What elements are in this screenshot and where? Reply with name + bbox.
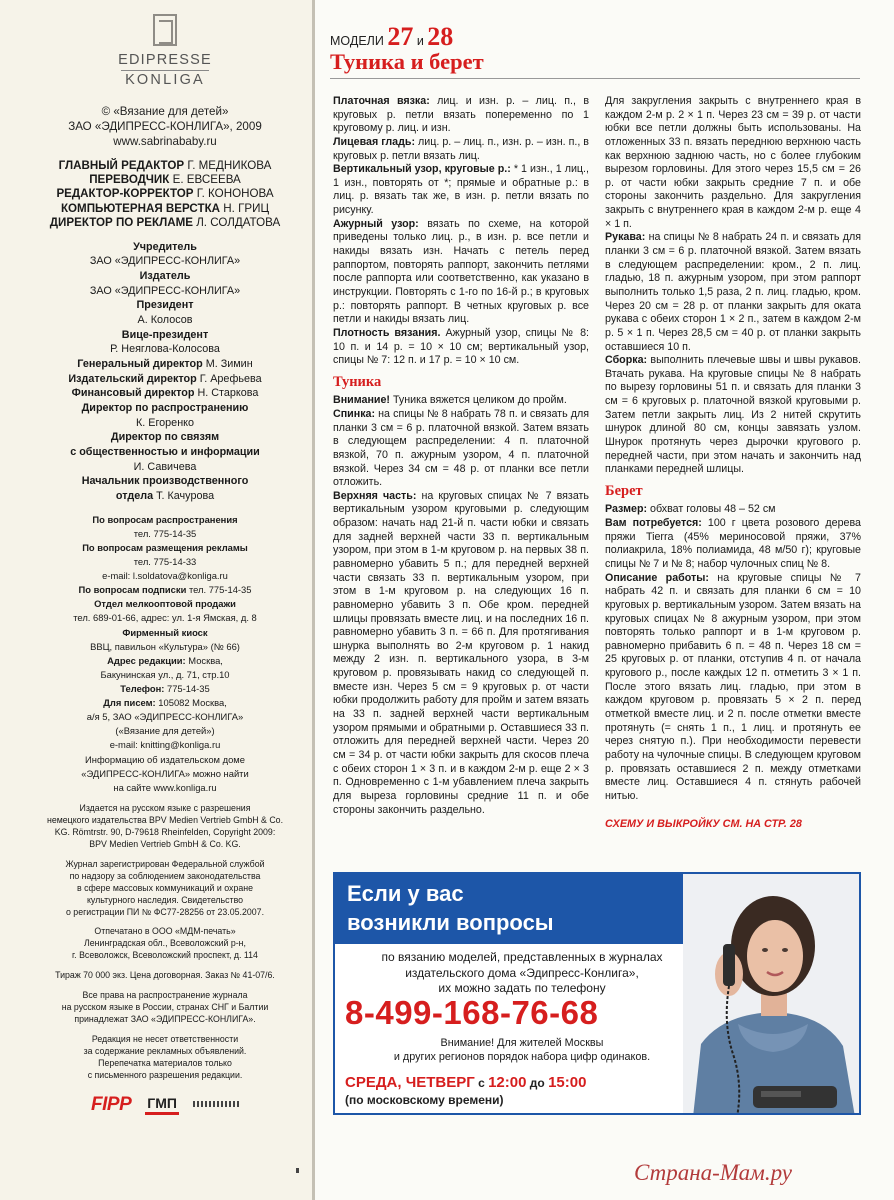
org-label: с общественностью и информации bbox=[70, 446, 260, 459]
contact-value: e-mail: l.soldatova@konliga.ru bbox=[102, 570, 228, 582]
org-label: отдела bbox=[115, 490, 154, 503]
ad-days bbox=[345, 1074, 586, 1091]
title-rule bbox=[330, 78, 860, 79]
instructions-column-2 bbox=[605, 95, 861, 831]
models-line bbox=[330, 22, 860, 52]
disclaimer-text bbox=[40, 1034, 290, 1082]
rights-text bbox=[40, 990, 290, 1026]
contact-value: на сайте www.konliga.ru bbox=[113, 781, 217, 793]
contact-label: По вопросам подписки bbox=[78, 584, 187, 596]
logo-konliga: KONLIGA bbox=[121, 70, 209, 90]
article-header bbox=[330, 22, 860, 85]
contact-value: а/я 5, ЗАО «ЭДИПРЕСС-КОНЛИГА» bbox=[86, 711, 244, 723]
paragraph bbox=[333, 136, 589, 163]
paragraph-text: на спицы № 8 набрать 24 п. и связать для планки 3 см = 6 р. платочной вязкой. Затем вязать в следующем распределении: кром., 2 п. лиц. гладью, 18 п. ажурным узором, при этом раппорт выполнить только 1,5 раза, 2 п. лиц. гладью, кром. Через 20 см = 28 р. от планки закрыть для оката рукава с обеих сторон 1 × 2 п., затем в каждом 2-м р. 5 × 1 п. Через 28,5 см = 40 р. от планки закрыть оставшиеся 10 п. bbox=[605, 231, 861, 353]
org-value: И. Савичева bbox=[133, 460, 197, 473]
org-value: Н. Старкова bbox=[197, 387, 259, 400]
term: Ажурный узор: bbox=[333, 217, 419, 230]
disclaimer-line: Редакция не несет ответственности bbox=[91, 1034, 239, 1045]
staff-role: ПЕРЕВОДЧИК bbox=[89, 173, 170, 187]
org-value: М. Зимин bbox=[205, 357, 253, 370]
section-heading-beret: Берет bbox=[605, 482, 643, 499]
paragraph bbox=[333, 327, 589, 368]
paragraph-text: лиц. и изн. р. – лиц. п., в круговых р. петли вязать попеременно по 1 круговому р. лиц. и изн. bbox=[333, 95, 589, 135]
license-line: Издается на русском языке с разрешения bbox=[79, 802, 251, 813]
disclaimer-line: за содержание рекламных объявлений. bbox=[83, 1046, 247, 1057]
ad-time-value: 15:00 bbox=[548, 1074, 587, 1091]
org-value: К. Егоренко bbox=[135, 416, 195, 429]
org-label: Издатель bbox=[139, 269, 191, 282]
tirage-text: Тираж 70 000 экз. Цена договорная. Заказ № 41-07/6. bbox=[55, 970, 275, 981]
staff-role: ГЛАВНЫЙ РЕДАКТОР bbox=[58, 158, 185, 172]
license-text bbox=[40, 803, 290, 851]
contact-label: Отдел мелкооптовой продажи bbox=[94, 598, 236, 610]
org-label: Издательский директор bbox=[68, 372, 197, 385]
reg-line: культурного наследия. Свидетельство bbox=[86, 894, 244, 905]
paragraph bbox=[605, 354, 861, 477]
term: Внимание! bbox=[333, 394, 390, 407]
copyright-line: ЗАО «ЭДИПРЕСС-КОНЛИГА», 2009 bbox=[68, 120, 262, 134]
org-label: Директор по распространению bbox=[81, 402, 249, 414]
ad-days-label: СРЕДА, ЧЕТВЕРГ bbox=[345, 1074, 475, 1091]
paragraph bbox=[605, 517, 861, 572]
contact-label: По вопросам распространения bbox=[92, 513, 238, 525]
org-label: Начальник производственного bbox=[81, 475, 249, 488]
term: Вам потребуется: bbox=[605, 517, 702, 530]
disclaimer-line: Перепечатка материалов только bbox=[98, 1058, 232, 1069]
see-page-reference: СХЕМУ И ВЫКРОЙКУ СМ. НА СТР. 28 bbox=[605, 817, 802, 830]
reg-line: Журнал зарегистрирован Федеральной службой bbox=[65, 858, 265, 869]
woman-on-phone-illustration bbox=[683, 874, 861, 1115]
org-value: Т. Качурова bbox=[156, 490, 215, 503]
org-value: ЗАО «ЭДИПРЕСС-КОНЛИГА» bbox=[89, 284, 241, 297]
contact-label: Для писем: bbox=[103, 697, 156, 709]
ad-time-text: до bbox=[526, 1076, 549, 1090]
term: Описание работы: bbox=[605, 571, 709, 584]
print-line: Ленинградская обл., Всеволожский р-н, bbox=[84, 938, 246, 949]
org-value: Г. Арефьева bbox=[199, 372, 262, 385]
contact-label: Адрес редакции: bbox=[107, 654, 186, 666]
instructions-column-1 bbox=[333, 95, 589, 831]
disclaimer-line: с письменного разрешения редакции. bbox=[87, 1070, 243, 1080]
gmp-logo: ГМП bbox=[145, 1094, 179, 1115]
ad-time-value: 12:00 bbox=[488, 1074, 527, 1091]
term: Вертикальный узор, круговые р.: bbox=[333, 163, 511, 176]
models-and: и bbox=[416, 34, 424, 48]
term: Сборка: bbox=[605, 354, 648, 367]
ad-body-line: их можно задать по телефону bbox=[438, 981, 606, 996]
registration-text bbox=[40, 859, 290, 919]
paragraph-text: Туника вяжется целиком до пройм. bbox=[389, 394, 567, 407]
paragraph bbox=[333, 163, 589, 218]
paragraph bbox=[333, 95, 589, 136]
contact-value: Москва, bbox=[188, 654, 223, 666]
contact-value: e-mail: knitting@konliga.ru bbox=[109, 739, 221, 751]
license-line: BPV Medien Vertrieb GmbH & Co. KG. bbox=[89, 838, 241, 849]
contact-value: тел. 775-14-35 bbox=[133, 527, 197, 539]
ad-body-line: по вязанию моделей, представленных в журналах bbox=[381, 950, 663, 964]
ad-timezone: (по московскому времени) bbox=[345, 1093, 504, 1107]
org-label: Директор по связям bbox=[110, 431, 220, 444]
contact-value: тел. 775-14-35 bbox=[188, 584, 252, 596]
print-line: г. Всеволожск, Всеволожский проспект, д. 114 bbox=[72, 950, 258, 961]
term: Верхняя часть: bbox=[333, 489, 417, 502]
reg-line: о регистрации ПИ № ФС77-28256 от 23.05.2007. bbox=[65, 906, 265, 917]
column-divider bbox=[312, 0, 315, 1200]
term: Плотность вязания. bbox=[333, 326, 441, 339]
ad-headline-line: Если у вас bbox=[347, 881, 464, 906]
paragraph-text: вязать по схеме, на которой приведены только лиц. р., в изн. р. все петли и накиды вязать изн. Начать с петель перед раппортом, повторять раппорт, закончить петлями после раппорта или соответственно, как указано в инструкции. Повторять с 1-го по 16-й р.; в круговых р.: повторять раппорт. В четных круговых р. все петли и накиды вязать лиц. bbox=[333, 217, 589, 326]
contact-value: Информацию об издательском доме bbox=[85, 753, 245, 765]
staff-role: КОМПЬЮТЕРНАЯ ВЕРСТКА bbox=[60, 201, 221, 215]
ad-note-line: Внимание! Для жителей Москвы bbox=[440, 1037, 604, 1049]
org-label: Вице-президент bbox=[121, 328, 209, 341]
paragraph-text: на спицы № 8 набрать 78 п. и связать для планки 3 см = 6 р. платочной вязкой. Затем вязать в следующем распределении: 4 п. платочной вязкой, 70 п. ажурным узором, 4 п. платочной вязкой. Через 34 см = 48 р. от планки все петли отложить. bbox=[333, 407, 589, 489]
reg-line: в сфере массовых коммуникаций и охране bbox=[77, 882, 253, 893]
license-line: KG. Römtrstr. 90, D-79618 Rheinfelden, Copyright 2009: bbox=[54, 826, 276, 837]
contacts-block bbox=[40, 513, 290, 795]
contact-value: «ЭДИПРЕСС-КОНЛИГА» можно найти bbox=[81, 767, 249, 779]
ad-note bbox=[347, 1036, 697, 1064]
contact-label: По вопросам размещения рекламы bbox=[82, 541, 248, 553]
paragraph-text: на круговые спицы № 7 набрать 42 п. и связать для планки 6 см = 10 круговых р. вертикальным узором. Затем вязать на круговых спицах № 8 ажурным узором, при этом повторять только раппорт и в 1-м круговом р. равномерно прибавить 6 п. = 48 п. Через 18 см = 25 круговых р. от планки, отступив 4 п. от начала кругового р., после каждых 12 п. отметить 3 × 1 п. После этого вязать лиц. гладью, при этом в каждом круговом р. провязать 5 × 2 п. перед отметкой вместе лиц. и 2 п. после отметки вместе протянуть (= снять 1 п., 1 лиц. и протянуть ее через снятую п.). При необходимости перевести работу на чулочные спицы. В следующем круговом р. провязать оставшиеся 2 п. между отметками вместе лиц. Оставшиеся 4 п. стянуть рабочей нитью. bbox=[605, 571, 861, 802]
contact-value: 775-14-35 bbox=[166, 683, 210, 695]
paragraph-text: обхват головы 48 – 52 см bbox=[647, 503, 776, 516]
reg-line: по надзору за соблюдением законодательства bbox=[69, 870, 261, 881]
paragraph-text: на круговых спицах № 7 вязать вертикальным узором круговыми р. следующим образом: начать над 21-й п. части юбки и связать для задней верхней части 33 п. вертикальным узором, при этом в 1-м круговом р. на первых 38 п. равномерно убавить 5 п.; для передней верхней части связать 33 п. вертикальным узором, при этом в 1-м круговом р. на следующих 16 п. равномерно убавить 3 п. Обе кром. передней шлицы провязать вместе лиц. и на последних 16 п. равномерно убавить 3 п. = 66 п. Для протягивания шнурка выполнять во 2-м круговом р. 1 накид между 2 изн. п. вертикального узора, в 3-м круговом р. провязывать накид со следующей п. вместе изн. Через 5 см = 9 круговых р. от части юбки продолжить работу для пройм и затем вязать на 33 п. задней верхней части вертикальным узором прямыми и обратными р. Оставшиеся 33 п. отложить для передней верхней части. Через 20 см = 34 р. от части юбки закрыть для скосов плеча с обеих сторон 1 × 3 п. и в каждом 2-м р. еще 2 × 3 п. Одновременно с 1-м убавлением плеча закрыть для выреза горловины средние 11 п. и обе стороны закончить раздельно. bbox=[333, 489, 589, 816]
copyright-line: © «Вязание для детей» bbox=[101, 105, 229, 119]
rights-line: Все права на распространение журнала bbox=[82, 990, 248, 1001]
models-label: МОДЕЛИ bbox=[330, 34, 384, 48]
paragraph bbox=[605, 231, 861, 354]
organization-block bbox=[40, 240, 290, 504]
term: Платочная вязка: bbox=[333, 95, 430, 107]
ad-headline bbox=[335, 874, 683, 944]
hotline-ad bbox=[333, 872, 861, 1115]
staff-name: Г. КОНОНОВА bbox=[196, 187, 274, 201]
paragraph bbox=[605, 503, 861, 517]
section-heading-tunic: Туника bbox=[333, 373, 382, 390]
staff-list bbox=[40, 159, 290, 231]
fipp-logo: FIPP bbox=[91, 1093, 132, 1115]
bottom-logos bbox=[40, 1092, 290, 1117]
paragraph-text: выполнить плечевые швы и швы рукавов. Втачать рукава. На круговые спицы № 8 набрать по вырезу горловины 51 п. и связать для планки 3 см = 6 круговых р. платочной вязкой круговыми р. Затем петли закрыть лиц. Из 2 нитей скрутить шнурок длиной 80 см, концы завязать узлом. Шнурок протянуть через дырочки кругового р. передней части, при этом начать и закончить над планками передней шлицы. bbox=[605, 354, 861, 476]
paragraph-text: * 1 изн., 1 лиц., 1 изн., повторять от *; прямые и обратные р.: в лиц. р. вязать так же, в изн. р. петли вязать по рисунку. bbox=[333, 163, 589, 217]
contact-value: 105082 Москва, bbox=[158, 697, 227, 709]
page-speck bbox=[296, 1168, 299, 1173]
org-label: Президент bbox=[136, 299, 194, 312]
model-number: 28 bbox=[427, 22, 454, 51]
instructions bbox=[333, 95, 861, 831]
print-text bbox=[40, 926, 290, 962]
paragraph: Для закругления закрыть с внутреннего края в каждом 2-м р. 2 × 1 п. Через 23 см = 39 р. от части юбки все петли должны быть использованы. На отложенных 33 п. вязать переднюю верхнюю часть как верхнюю заднюю часть, но с более глубоким вырезом горловины. Для этого через 15,5 см = 26 р. от части юбки закрыть средние 7 п. и обе стороны закончить раздельно. Для закругления закрыть с внутреннего края в каждом 2-м р. еще 4 × 1 п. bbox=[605, 95, 861, 230]
paragraph bbox=[605, 572, 861, 804]
staff-name: Л. СОЛДАТОВА bbox=[196, 216, 281, 230]
contact-value: ВВЦ, павильон «Культура» (№ 66) bbox=[90, 640, 240, 652]
contact-value: тел. 775-14-33 bbox=[133, 556, 197, 568]
ad-note-line: и других регионов порядок набора цифр одинаков. bbox=[393, 1051, 651, 1064]
paragraph-text: Ажурный узор, спицы № 8: 10 п. и 14 р. = 10 × 10 см; вертикальный узор, спицы № 7: 12 п. и 17 р. = 10 × 10 см. bbox=[333, 326, 589, 367]
term: Размер: bbox=[605, 503, 648, 516]
edipresse-logo-icon bbox=[153, 14, 177, 46]
website: www.sabrinababy.ru bbox=[113, 134, 217, 148]
watermark: Страна-Мам.ру bbox=[634, 1160, 793, 1185]
org-label: Учредитель bbox=[133, 240, 197, 253]
print-line: Отпечатано в ООО «МДМ-печать» bbox=[94, 926, 236, 937]
ad-time-text: с bbox=[474, 1076, 489, 1090]
contact-value: («Вязание для детей») bbox=[115, 725, 215, 737]
org-value: Р. Неяглова-Колосова bbox=[110, 343, 220, 356]
paragraph-text: 100 г цвета розового дерева пряжи Tierra (45% мериносовой пряжи, 37% полиакрила, 18% полиамида, 48 м/50 г); круговые спицы № 7 и № 8; набор чулочных спиц № 8. bbox=[605, 517, 862, 570]
staff-name: Е. ЕВСЕЕВА bbox=[172, 173, 241, 187]
org-label: Финансовый директор bbox=[71, 387, 195, 400]
paragraph-text: лиц. р. – лиц. п., изн. р. – изн. п., в круговых р. петли вязать лиц. bbox=[333, 135, 589, 162]
staff-name: Г. МЕДНИКОВА bbox=[187, 158, 272, 172]
model-number: 27 bbox=[387, 22, 414, 51]
contact-value: тел. 689-01-66, адрес: ул. 1-я Ямская, д. 8 bbox=[73, 612, 257, 624]
org-label: Генеральный директор bbox=[77, 357, 203, 370]
org-value: А. Колосов bbox=[137, 313, 193, 326]
woman-on-phone-photo bbox=[683, 874, 861, 1115]
license-line: немецкого издательства BPV Medien Vertrieb GmbH & Co. bbox=[46, 814, 284, 825]
contact-label: Телефон: bbox=[120, 683, 165, 695]
paragraph bbox=[333, 408, 589, 490]
rights-line: на русском языке в России, странах СНГ и Балтии bbox=[61, 1002, 269, 1013]
copyright-block bbox=[40, 105, 290, 149]
rights-line: принадлежат ЗАО «ЭДИПРЕСС-КОНЛИГА». bbox=[74, 1014, 256, 1025]
contact-value: Бакунинская ул., д. 71, стр.10 bbox=[100, 668, 230, 680]
ad-body bbox=[347, 950, 697, 997]
org-value: ЗАО «ЭДИПРЕСС-КОНЛИГА» bbox=[89, 255, 241, 268]
page-title: Туника и берет bbox=[330, 49, 484, 74]
staff-role: ДИРЕКТОР ПО РЕКЛАМЕ bbox=[49, 216, 193, 230]
staff-role: РЕДАКТОР-КОРРЕКТОР bbox=[56, 187, 194, 201]
ad-headline-line: возникли вопросы bbox=[347, 909, 554, 935]
paragraph bbox=[333, 218, 589, 327]
staff-name: Н. ГРИЦ bbox=[223, 201, 270, 215]
term: Рукава: bbox=[605, 231, 646, 244]
term: Спинка: bbox=[333, 407, 376, 420]
paragraph bbox=[333, 490, 589, 817]
ad-body-line: издательского дома «Эдипресс-Конлига», bbox=[405, 965, 639, 980]
paragraph bbox=[333, 394, 589, 408]
imprint-column bbox=[0, 0, 312, 1200]
hotline-phone: 8-499-168-76-68 bbox=[345, 994, 599, 1031]
logo-edipresse: EDIPRESSE bbox=[118, 52, 212, 68]
gmp-logo-bar-icon bbox=[193, 1101, 239, 1107]
contact-label: Фирменный киоск bbox=[122, 626, 208, 638]
term: Лицевая гладь: bbox=[333, 135, 416, 148]
